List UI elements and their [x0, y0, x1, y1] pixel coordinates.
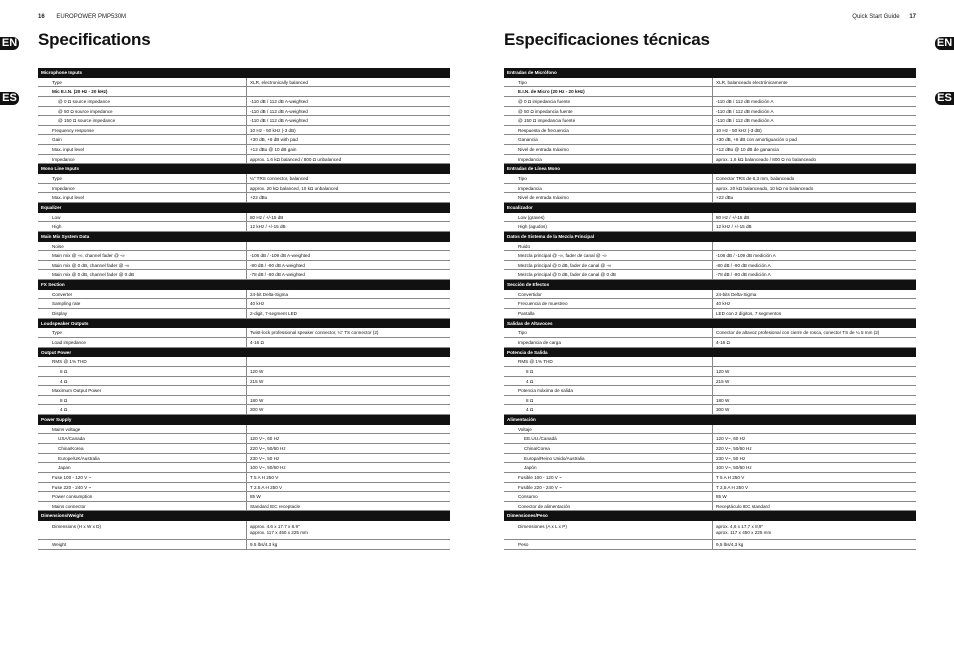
spec-value: +12 dBu @ 10 dB gain	[250, 147, 297, 153]
spec-label: RMS @ 1% THD	[504, 357, 713, 366]
spec-label: Ganancia	[504, 135, 713, 144]
spec-label: Nivel de entrada máximo	[504, 193, 713, 202]
spec-label: Ruido	[504, 242, 713, 251]
spec-row	[38, 116, 450, 126]
spec-row	[38, 78, 450, 88]
spec-row	[38, 425, 450, 435]
spec-row	[38, 97, 450, 107]
spec-row	[38, 309, 450, 319]
spec-row	[504, 473, 916, 483]
spec-value	[713, 425, 916, 434]
spec-label: Frequency response	[38, 126, 247, 135]
spec-label: 8 Ω	[38, 396, 247, 405]
spec-value: -110 dB / 112 dB medición A	[716, 108, 774, 114]
spec-value: T 5 A H 250 V	[716, 474, 745, 480]
spec-row	[38, 521, 450, 540]
spec-value: 10 Hz - 50 kHz (-3 dB)	[716, 127, 762, 133]
spec-label: Europe/UK/Australia	[38, 454, 247, 463]
spec-row	[504, 97, 916, 107]
spec-value: +22 dBu	[716, 195, 734, 201]
spec-label: Japan	[38, 463, 247, 472]
spec-value: approx. 1.6 kΩ balanced / 800 Ω unbalanced	[250, 156, 342, 162]
spec-label: Mezcla principal @ -∞, fader de canal @ -∞	[504, 251, 713, 260]
spec-row	[38, 135, 450, 145]
spec-value: 180 W	[250, 397, 264, 403]
spec-row	[38, 251, 450, 261]
right-page-number: 17	[909, 14, 916, 20]
section-header	[504, 164, 916, 174]
spec-label: Max. input level	[38, 193, 247, 202]
spec-value: -78 dB / -80 dB A-weighted	[250, 272, 305, 278]
spec-value: -78 dB / -80 dB medición A	[716, 272, 771, 278]
spec-row	[38, 367, 450, 377]
spec-label: Noise	[38, 242, 247, 251]
spec-label: 4 Ω	[38, 405, 247, 414]
spec-value: 24-bit Delta-Sigma	[250, 291, 289, 297]
spec-label: Main mix @ 0 dB, channel fader @ 0 dB	[38, 270, 247, 279]
spec-value: 100 V~, 50/60 Hz	[250, 465, 286, 471]
spec-label: Mezcla principal @ 0 dB, fader de canal @ -∞	[504, 261, 713, 270]
spec-value	[713, 242, 916, 251]
section-header	[38, 319, 450, 329]
spec-label: @ 150 Ω impedancia fuente	[504, 116, 713, 125]
spec-row	[504, 396, 916, 406]
spec-label: Impedance	[38, 184, 247, 193]
spec-row	[38, 396, 450, 406]
spec-value: -110 dB / 112 dB medición A	[716, 118, 774, 124]
spec-value-line: approx. 4.6 x 17.7 x 8.9"	[250, 524, 300, 530]
spec-value: aprox. 20 kΩ balanceado, 10 kΩ no balanceado	[716, 185, 814, 191]
spec-label: Type	[38, 78, 247, 87]
spec-label: Converter	[38, 290, 247, 299]
spec-label: High	[38, 222, 247, 231]
spec-row	[504, 483, 916, 493]
spec-value: 12 kHz / +/-15 dB	[716, 224, 752, 230]
spec-value	[713, 87, 916, 96]
spec-value: -110 dB / 112 dB A-weighted	[250, 118, 308, 124]
spec-row	[504, 377, 916, 387]
spec-value-line: aprox. 4,6 x 17,7 x 8,9"	[716, 524, 764, 530]
spec-value: 100 V~, 50/60 Hz	[716, 465, 752, 471]
spec-label: 8 Ω	[504, 396, 713, 405]
spec-label: Low	[38, 213, 247, 222]
spec-row	[504, 492, 916, 502]
spec-row	[38, 261, 450, 271]
section-header	[504, 511, 916, 521]
spec-label: Gain	[38, 135, 247, 144]
spec-value: approx. 20 kΩ balanced, 10 kΩ unbalanced	[250, 185, 339, 191]
spec-row	[504, 454, 916, 464]
section-header	[38, 511, 450, 521]
spec-value: -110 dB / 112 dB A-weighted	[250, 98, 308, 104]
spec-value: T 2.5 A H 250 V	[250, 484, 283, 490]
section-title: Output Power	[41, 349, 72, 355]
section-header	[38, 164, 450, 174]
spec-value: -110 dB / 112 dB A-weighted	[250, 108, 308, 114]
spec-value: 9.5 lbs/4.3 kg	[250, 542, 278, 548]
spec-value: -106 dB / -109 dB medición A	[716, 253, 776, 259]
spec-label: @ 0 Ω impedancia fuente	[504, 97, 713, 106]
spec-value: 180 W	[716, 397, 730, 403]
spec-row	[38, 405, 450, 415]
spec-value: 4-16 Ω	[716, 339, 730, 345]
section-title: FX Section	[41, 282, 65, 288]
spec-value: T 2,5 A H 250 V	[716, 484, 749, 490]
spec-label: Display	[38, 309, 247, 318]
spec-label: Max. input level	[38, 145, 247, 154]
spec-row	[504, 126, 916, 136]
section-header	[38, 203, 450, 213]
spec-value: +12 dBu @ 10 dB de ganancia	[716, 147, 779, 153]
spec-row	[504, 299, 916, 309]
spec-row	[38, 87, 450, 97]
spec-row	[504, 107, 916, 117]
spec-value: 12 kHz / +/-15 dB	[250, 224, 286, 230]
spec-value	[247, 386, 450, 395]
spec-row	[38, 483, 450, 493]
spec-value: 80 Hz / +/-15 dB	[250, 214, 284, 220]
spec-label: RMS @ 1% THD	[38, 357, 247, 366]
spec-value: XLR, electronically balanced	[250, 79, 308, 85]
right-header-title: Quick Start Guide	[852, 14, 900, 20]
spec-value: -106 dB / -109 dB A-weighted	[250, 253, 311, 259]
left-page-header	[38, 14, 126, 20]
section-title: Datos de Sistema de la Mezcla Principal	[507, 233, 595, 239]
spec-value: 300 W	[250, 407, 264, 413]
spec-row	[504, 338, 916, 348]
spec-row	[38, 502, 450, 512]
spec-row	[504, 174, 916, 184]
spec-value	[713, 521, 916, 539]
spec-value: 230 V~, 50 Hz	[716, 455, 746, 461]
spec-row	[38, 434, 450, 444]
spec-value-line: aprox. 117 x 450 x 225 mm	[716, 530, 772, 536]
spec-label: Fusible 220 - 240 V ~	[504, 483, 713, 492]
spec-row	[504, 135, 916, 145]
spec-value: 40 kHz	[716, 301, 731, 307]
spec-row	[38, 290, 450, 300]
spec-row	[38, 328, 450, 338]
spec-value: 230 V~, 50 Hz	[250, 455, 280, 461]
spec-row	[38, 357, 450, 367]
spec-label: Impedancia	[504, 155, 713, 164]
spec-label: Convertidor	[504, 290, 713, 299]
spec-label: E.I.N. de Micro (20 Hz - 20 kHz)	[504, 87, 713, 96]
spec-value: 10 Hz - 50 kHz (-3 dB)	[250, 127, 296, 133]
section-header	[38, 348, 450, 358]
spec-row	[504, 328, 916, 338]
spec-label: @ 0 Ω source impedance	[38, 97, 247, 106]
spec-value: 120 V~, 60 Hz	[250, 436, 280, 442]
spec-row	[504, 386, 916, 396]
spec-value: Receptáculo IEC standard	[716, 503, 770, 509]
spec-label: Type	[38, 174, 247, 183]
spec-value: -110 dB / 112 dB medición A	[716, 98, 774, 104]
section-title: Loudspeaker Outputs	[41, 320, 89, 326]
section-header	[504, 319, 916, 329]
spec-row	[504, 540, 916, 550]
spec-label: 4 Ω	[504, 405, 713, 414]
spec-row	[38, 155, 450, 165]
spec-value: 80 Hz / +/-15 dB	[716, 214, 750, 220]
section-header	[504, 280, 916, 290]
spec-value: Conector de altavoz profesional con cierre de rosca, conector TS de ¼ 5 mm (2)	[716, 330, 880, 336]
spec-value: +30 dB, +8 dB with pad	[250, 137, 298, 143]
spec-row	[38, 270, 450, 280]
section-header	[504, 203, 916, 213]
spec-label: Tipo	[504, 174, 713, 183]
left-page-number: 16	[38, 14, 45, 20]
section-title: Main Mix System Data	[41, 233, 90, 239]
spec-row	[38, 444, 450, 454]
spec-row	[504, 367, 916, 377]
spec-value: 220 V~, 50/60 Hz	[716, 445, 752, 451]
spec-value: 9,5 lbs/4,3 kg	[716, 542, 744, 548]
spec-row	[38, 299, 450, 309]
spec-label: Voltaje	[504, 425, 713, 434]
spec-label: Peso	[504, 540, 713, 549]
spec-label: Low (graves)	[504, 213, 713, 222]
spec-value: T 5 A H 250 V	[250, 474, 279, 480]
right-page-header	[852, 14, 916, 20]
spec-row	[38, 540, 450, 550]
spec-label: @ 150 Ω source impedance	[38, 116, 247, 125]
spec-label: 8 Ω	[504, 367, 713, 376]
spec-label: Mains connector	[38, 502, 247, 511]
spec-label: Power consumption	[38, 492, 247, 501]
spec-row	[38, 386, 450, 396]
section-title: Sección de Efectos	[507, 282, 550, 288]
spec-row	[38, 174, 450, 184]
spec-value: 220 V~, 50/60 Hz	[250, 445, 286, 451]
spec-value: 85 W	[250, 494, 261, 500]
spec-label: China/Corea	[504, 444, 713, 453]
spec-label: EE.UU./Canadá	[504, 434, 713, 443]
spec-row	[504, 290, 916, 300]
section-title: Power Supply	[41, 417, 72, 423]
spec-row	[504, 502, 916, 512]
spec-row	[38, 222, 450, 232]
spec-value: ¼" TRS connector, balanced	[250, 176, 309, 182]
spec-label: @ 50 Ω impedancia fuente	[504, 107, 713, 116]
left-header-title: EUROPOWER PMP530M	[56, 14, 127, 20]
spec-label: Impedancia	[504, 184, 713, 193]
left-page-title: Specifications	[38, 30, 151, 49]
section-title: Entradas de Línea Mono	[507, 166, 561, 172]
spec-value: +30 dB, +8 dB con amortiguación o pad	[716, 137, 797, 143]
spec-label: Europa/Reino Unido/Australia	[504, 454, 713, 463]
spec-label: Mains voltage	[38, 425, 247, 434]
spec-value: -80 dB / -90 dB medición A	[716, 262, 771, 268]
spec-row	[38, 107, 450, 117]
spec-row	[504, 521, 916, 540]
spec-value: 40 kHz	[250, 301, 265, 307]
spec-label: Potencia máxima de salida	[504, 386, 713, 395]
spec-value	[713, 357, 916, 366]
section-header	[38, 280, 450, 290]
spec-row	[38, 473, 450, 483]
spec-label: 4 Ω	[38, 377, 247, 386]
spec-row	[504, 463, 916, 473]
spec-label: China/Korea	[38, 444, 247, 453]
spec-label: Nivel de entrada máximo	[504, 145, 713, 154]
spec-value: 24-bits Delta-Sigma	[716, 291, 757, 297]
spec-row	[38, 338, 450, 348]
spec-value: 120 W	[716, 368, 730, 374]
spec-row	[504, 261, 916, 271]
spec-row	[504, 251, 916, 261]
section-header	[38, 232, 450, 242]
spec-row	[38, 126, 450, 136]
spec-row	[504, 357, 916, 367]
spec-row	[504, 116, 916, 126]
section-title: Microphone Inputs	[41, 70, 83, 75]
lang-tab-en-right: EN	[936, 37, 953, 49]
spec-row	[38, 193, 450, 203]
spec-label: Main mix @ 0 dB, channel fader @ -∞	[38, 261, 247, 270]
spec-label: 4 Ω	[504, 377, 713, 386]
spec-row	[504, 87, 916, 97]
spec-row	[38, 145, 450, 155]
spec-label: Maximum Output Power	[38, 386, 247, 395]
section-title: Potencia de Salida	[507, 349, 548, 355]
spec-label: USA/Canada	[38, 434, 247, 443]
spec-value	[247, 242, 450, 251]
spec-value: -80 dB / -90 dB A-weighted	[250, 262, 305, 268]
spec-row	[504, 222, 916, 232]
spec-value: 4-16 Ω	[250, 339, 264, 345]
spec-label: @ 50 Ω source impedance	[38, 107, 247, 116]
spec-label: Type	[38, 328, 247, 337]
section-title: Dimensiones/Peso	[507, 513, 548, 519]
right-page-title: Especificaciones técnicas	[504, 30, 710, 49]
spec-row	[504, 444, 916, 454]
spec-label: Tipo	[504, 328, 713, 337]
spec-value: LED con 2 dígitos, 7 segmentos	[716, 311, 782, 317]
spec-row	[38, 454, 450, 464]
section-header	[504, 68, 916, 78]
spec-label: Fusible 100 - 120 V ~	[504, 473, 713, 482]
section-title: Equalizer	[41, 204, 62, 210]
spec-label: Dimensions (H x W x D)	[38, 521, 247, 539]
spec-label: Mic E.I.N. (20 Hz - 20 kHz)	[38, 87, 247, 96]
spec-label: Tipo	[504, 78, 713, 87]
spec-label: Mezcla principal @ 0 dB, fader de canal @ 0 dB	[504, 270, 713, 279]
spec-row	[38, 463, 450, 473]
section-title: Ecualizador	[507, 204, 533, 210]
spec-row	[504, 155, 916, 165]
spec-value: +22 dBu	[250, 195, 268, 201]
section-header	[38, 415, 450, 425]
spec-label: Dimensiones (A x L x P)	[504, 521, 713, 539]
spec-value: aprox. 1,6 kΩ balanceado / 800 Ω no balanceado	[716, 156, 817, 162]
lang-tab-es-left: ES	[0, 92, 19, 105]
section-title: Alimentación	[507, 417, 536, 423]
spec-row	[504, 193, 916, 203]
spec-row	[504, 184, 916, 194]
section-title: Salidas de Altavoces	[507, 320, 553, 326]
spec-label: High (agudos)	[504, 222, 713, 231]
spec-row	[38, 213, 450, 223]
section-header	[38, 68, 450, 78]
spec-label: Fuse 220 - 240 V ~	[38, 483, 247, 492]
spec-row	[38, 377, 450, 387]
spec-table-right	[504, 68, 916, 550]
spec-value: 120 V~, 60 Hz	[716, 436, 746, 442]
spec-value	[247, 87, 450, 96]
spec-value: 85 W	[716, 494, 727, 500]
spec-label: Fuse 100 - 120 V ~	[38, 473, 247, 482]
spec-value: Standard IEC receptacle	[250, 503, 301, 509]
spec-value: XLR, balanceado electrónicamente	[716, 79, 788, 85]
spec-row	[504, 242, 916, 252]
spec-value: 215 W	[716, 378, 730, 384]
spec-label: Load impedance	[38, 338, 247, 347]
spec-label: Impedancia de carga	[504, 338, 713, 347]
lang-tab-es-right: ES	[935, 92, 954, 105]
section-header	[504, 348, 916, 358]
spec-label: Sampling rate	[38, 299, 247, 308]
spec-row	[38, 184, 450, 194]
spec-label: Pantalla	[504, 309, 713, 318]
spec-value: 120 W	[250, 368, 264, 374]
spec-row	[38, 242, 450, 252]
spec-label: Respuesta de frecuencia	[504, 126, 713, 135]
spec-value: Twist-lock professional speaker connector, ¼" TS connector (2)	[250, 330, 379, 336]
spec-label: Frecuencia de muestreo	[504, 299, 713, 308]
spec-row	[38, 492, 450, 502]
section-header	[504, 415, 916, 425]
section-title: Mono Line Inputs	[41, 166, 80, 172]
spec-label: Impedance	[38, 155, 247, 164]
spec-value: Conector TRS de 6,3 mm, balanceado	[716, 176, 795, 182]
spec-row	[504, 309, 916, 319]
lang-tab-en-left: EN	[1, 37, 18, 49]
spec-table-left	[38, 68, 450, 550]
spec-label: Weight	[38, 540, 247, 549]
spec-row	[504, 270, 916, 280]
spec-row	[504, 213, 916, 223]
spec-value: 215 W	[250, 378, 264, 384]
spec-value: 300 W	[716, 407, 730, 413]
spec-row	[504, 78, 916, 88]
section-header	[504, 232, 916, 242]
spec-value	[247, 425, 450, 434]
spec-row	[504, 434, 916, 444]
spec-row	[504, 145, 916, 155]
spec-label: Japón	[504, 463, 713, 472]
spec-value: 2-digit, 7-segment LED	[250, 311, 297, 317]
spec-label: 8 Ω	[38, 367, 247, 376]
spec-label: Main mix @ -∞, channel fader @ -∞	[38, 251, 247, 260]
spec-value	[713, 386, 916, 395]
spec-value-line: approx. 117 x 450 x 225 mm	[250, 530, 308, 536]
spec-label: Conector de alimentación	[504, 502, 713, 511]
spec-label: Consumo	[504, 492, 713, 501]
spec-row	[504, 425, 916, 435]
spec-row	[504, 405, 916, 415]
section-title: Dimensions/Weight	[41, 513, 84, 519]
spec-value	[247, 357, 450, 366]
section-title: Entradas de Micrófono	[507, 70, 557, 75]
spec-value	[247, 521, 450, 539]
